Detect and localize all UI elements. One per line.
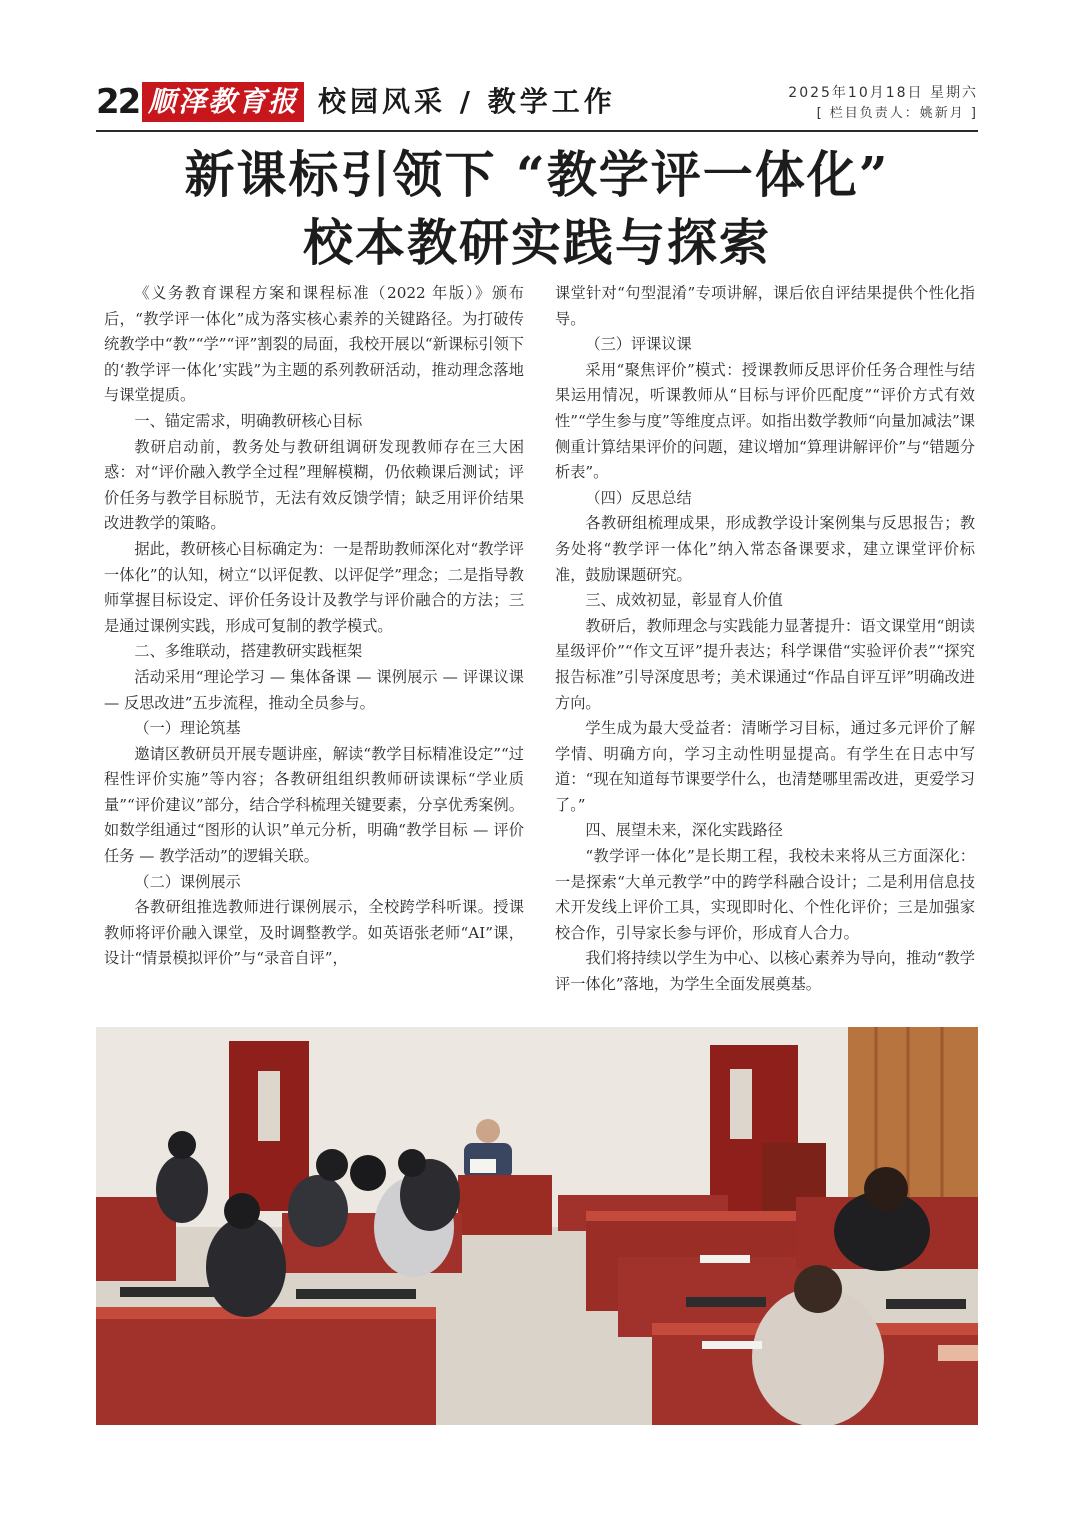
article-headline <box>96 142 978 276</box>
paragraph: “教学评一体化”是长期工程，我校未来将从三方面深化：一是探索“大单元教学”中的跨学科融合设计；二是利用信息技术开发线上评价工具，实现即时化、个性化评价；三是加强家校合作，引导家长参与评价，形成育人合力。 <box>555 847 975 942</box>
article-column-left <box>104 281 524 972</box>
paragraph: 各教研组推选教师进行课例展示，全校跨学科听课。授课教师将评价融入课堂，及时调整教学。如英语张老师“AI”课，设计“情景模拟评价”与“录音自评”， <box>104 898 524 968</box>
paragraph: 据此，教研核心目标确定为：一是帮助教师深化对“教学评一体化”的认知，树立“以评促教、以评促学”理念；二是指导教师掌握目标设定、评价任务设计及教学与评价融合的方法；三是通过课例实践，形成可复制的教学模式。 <box>104 539 524 635</box>
photo-illustration <box>96 1027 978 1425</box>
section-title: 校园风采 / 教学工作 <box>318 85 616 118</box>
article-column-right <box>555 281 975 998</box>
page-number: 22 <box>96 82 140 122</box>
photo-student <box>206 1217 286 1317</box>
issue-date: 2025年10月18日 星期六 <box>788 85 978 101</box>
classroom-meeting-photo <box>96 1027 978 1425</box>
section-heading: 一、锚定需求，明确教研核心目标 <box>134 411 363 430</box>
paragraph: 活动采用“理论学习 — 集体备课 — 课例展示 — 评课议课 — 反思改进”五步流程，推动全员参与。 <box>104 667 524 712</box>
headline-line-2: 校本教研实践与探索 <box>303 213 771 272</box>
photo-teacher-head <box>476 1119 500 1143</box>
photo-student <box>156 1155 208 1223</box>
headline-line-1: 新课标引领下 “教学评一体化” <box>184 145 890 204</box>
subsection-heading: （一）理论筑基 <box>134 719 241 738</box>
paragraph: 采用“聚焦评价”模式：授课教师反思评价任务合理性与结果运用情况，听课教师从“目标与评价匹配度”“评价方式有效性”“学生参与度”等维度点评。如指出数学教师“向量加减法”课侧重计算结果评价的问题，建议增加“算理讲解评价”与“错题分析表”。 <box>555 360 975 482</box>
section-heading: 二、多维联动，搭建教研实践框架 <box>134 642 363 661</box>
paragraph: 《义务教育课程方案和课程标准（2022 年版）》颁布后，“教学评一体化”成为落实核心素养的关键路径。为打破传统教学中“教”“学”“评”割裂的局面，我校开展以“新课标引领下的‘教学评一体化’实践”为主题的系列教研活动，推动理念落地与课堂提质。 <box>104 284 524 405</box>
paragraph-continued: 课堂针对“句型混淆”专项讲解，课后依自评结果提供个性化指导。 <box>555 284 975 328</box>
masthead <box>96 78 978 130</box>
subsection-heading: （二）课例展示 <box>134 872 241 891</box>
subsection-heading: （三）评课议课 <box>585 335 692 354</box>
section-heading: 三、成效初显，彰显育人价值 <box>585 591 783 610</box>
paragraph: 学生成为最大受益者：清晰学习目标，通过多元评价了解学情、明确方向，学习主动性明显提高。有学生在日志中写道：“现在知道每节课要学什么，也清楚哪里需改进，更爱学习了。” <box>555 719 975 814</box>
paragraph: 教研启动前，教务处与教研组调研发现教师存在三大困惑：对“评价融入教学全过程”理解模糊，仍依赖课后测试；评价任务与教学目标脱节，无法有效反馈学情；缺乏用评价结果改进教学的策略。 <box>104 437 524 533</box>
paragraph: 教研后，教师理念与实践能力显著提升：语文课堂用“朗读星级评价”“作文互评”提升表达；科学课借“实验评价表”“探究报告标准”引导深度思考；美术课通过“作品自评互评”明确改进方向。 <box>555 616 975 712</box>
paragraph: 各教研组梳理成果，形成教学设计案例集与反思报告；教务处将“教学评一体化”纳入常态备课要求，建立课堂评价标准，鼓励课题研究。 <box>555 514 975 584</box>
photo-student <box>288 1175 348 1247</box>
section-heading: 四、展望未来，深化实践路径 <box>585 821 783 840</box>
subsection-heading: （四）反思总结 <box>585 488 692 507</box>
photo-desk <box>96 1313 436 1425</box>
newspaper-logo: 顺泽教育报 <box>142 82 304 122</box>
paragraph: 邀请区教研员开展专题讲座，解读“教学目标精准设定”“过程性评价实施”等内容；各教研组组织教师研读课标“学业质量”“评价建议”部分，结合学科梳理关键要素，分享优秀案例。如数学组通过“图形的认识”单元分析，明确“教学目标 — 评价任务 — 教学活动”的逻辑关联。 <box>104 744 524 866</box>
paragraph: 我们将持续以学生为中心、以核心素养为导向，推动“教学评一体化”落地，为学生全面发展奠基。 <box>555 949 975 994</box>
photo-front-desk <box>458 1175 552 1235</box>
masthead-divider <box>96 130 978 132</box>
column-editor: [ 栏目负责人：姚新月 ] <box>816 106 978 121</box>
